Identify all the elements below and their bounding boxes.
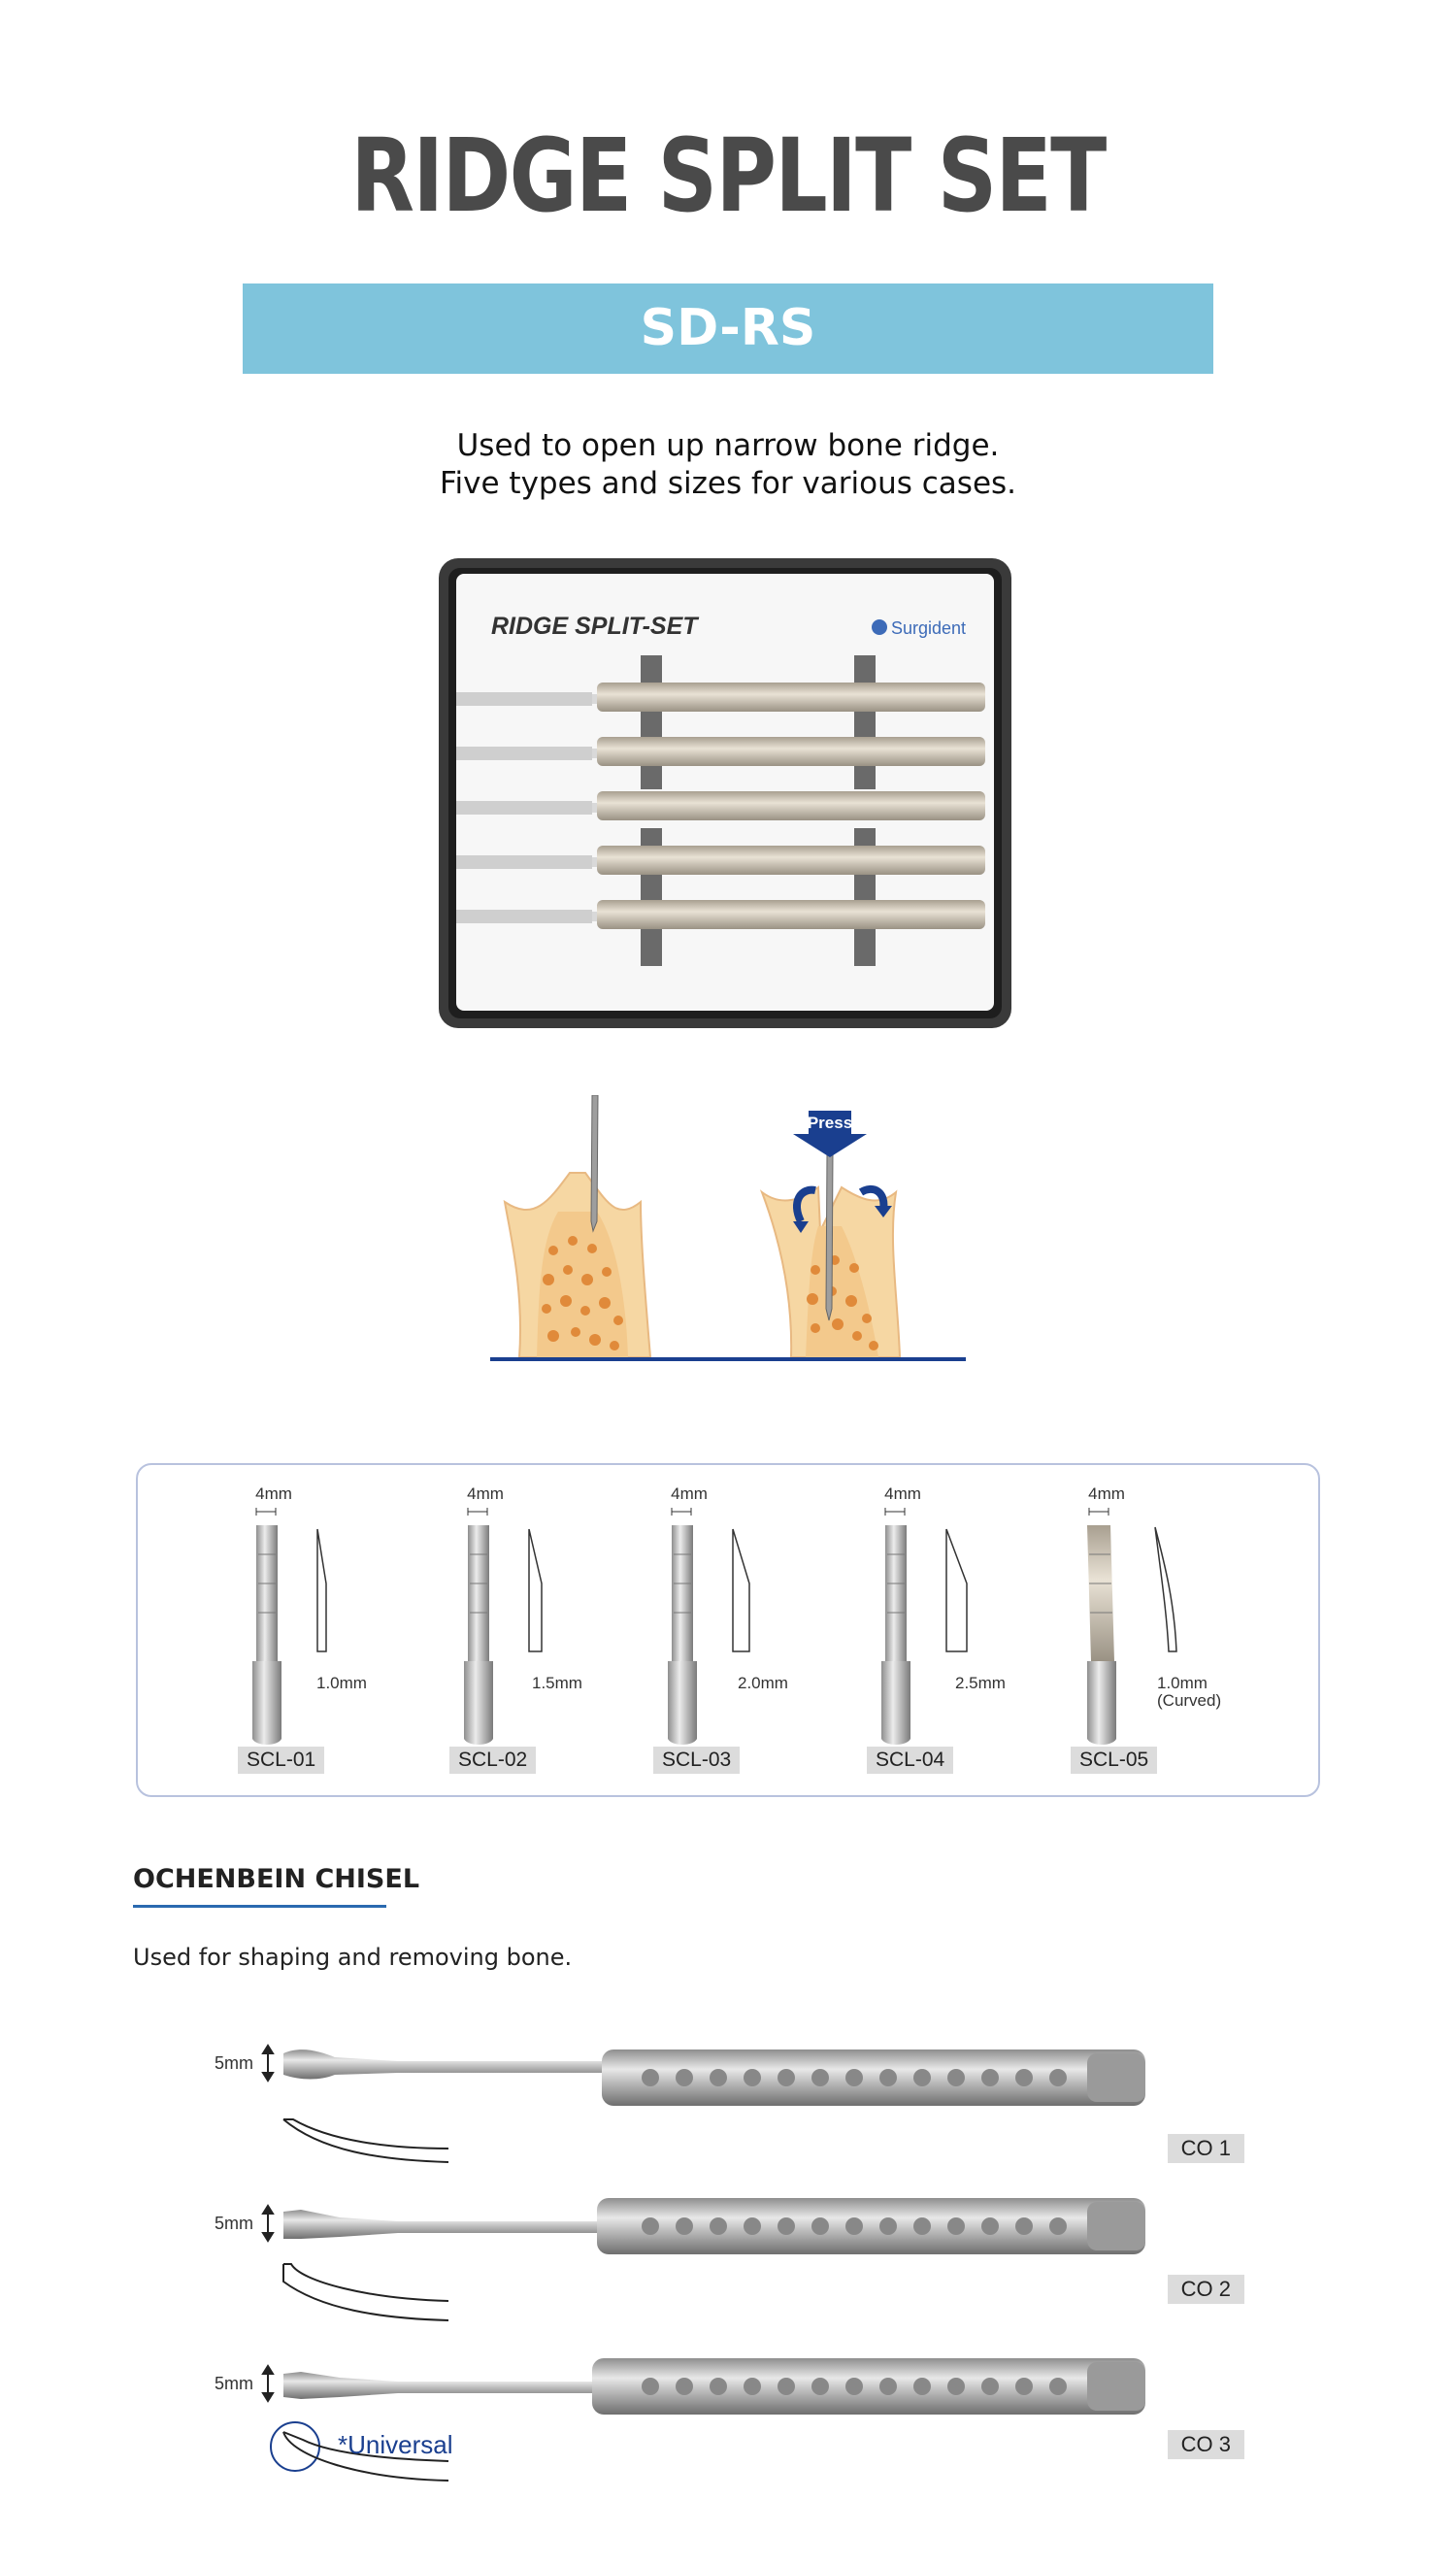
- baseline: [490, 1357, 966, 1361]
- splitter-scl-05: [1068, 1465, 1262, 1799]
- intro-line-1: Used to open up narrow bone ridge.: [456, 428, 1000, 463]
- thickness-label: 1.5mm: [532, 1674, 582, 1692]
- splitter-sizes-panel: [136, 1463, 1320, 1797]
- intro-line-2: Five types and sizes for various cases.: [439, 466, 1017, 501]
- kit-label: RIDGE SPLIT-SET: [491, 613, 698, 640]
- ridge-split-kit-image: [437, 556, 1013, 1030]
- code-badge: SCL-03: [653, 1747, 740, 1774]
- section-underline: [133, 1905, 386, 1908]
- code-badge: CO 1: [1168, 2134, 1244, 2163]
- bone-after-split: [762, 1153, 900, 1357]
- bone-before-split: [505, 1095, 650, 1357]
- intro-text: [0, 427, 1456, 503]
- universal-note: *Universal: [338, 2430, 453, 2459]
- curved-note: (Curved): [1157, 1691, 1222, 1710]
- chisel-co-1: [194, 2024, 1262, 2170]
- size-label: 5mm: [215, 2374, 253, 2393]
- code-badge: CO 2: [1168, 2275, 1244, 2304]
- kit-brand: Surgident: [891, 618, 967, 638]
- page-title: RIDGE SPLIT SET: [350, 117, 1106, 235]
- splitter-scl-03: [650, 1465, 844, 1799]
- size-label: 5mm: [215, 2214, 253, 2233]
- size-arrow-icon: [263, 2046, 273, 2081]
- thickness-label: 1.0mm: [1157, 1674, 1208, 1692]
- bone-split-diagram: [480, 1095, 976, 1379]
- width-label: 4mm: [1088, 1484, 1125, 1503]
- splitter-scl-02: [447, 1465, 641, 1799]
- section-description: Used for shaping and removing bone.: [133, 1944, 573, 1971]
- code-badge: CO 3: [1168, 2430, 1244, 2459]
- thickness-label: 2.0mm: [738, 1674, 788, 1692]
- code-badge: SCL-04: [867, 1747, 953, 1774]
- width-label: 4mm: [467, 1484, 504, 1503]
- splitter-scl-01: [235, 1465, 429, 1799]
- press-label: Press: [807, 1114, 853, 1132]
- splitter-scl-04: [864, 1465, 1058, 1799]
- brand-logo-icon: [872, 619, 887, 635]
- width-label: 4mm: [255, 1484, 292, 1503]
- size-label: 5mm: [215, 2053, 253, 2073]
- thickness-label: 1.0mm: [316, 1674, 367, 1692]
- width-label: 4mm: [884, 1484, 921, 1503]
- chisel-co-2: [194, 2184, 1262, 2330]
- product-code-banner: SD-RS: [243, 283, 1213, 374]
- chisel-co-3: [194, 2345, 1262, 2490]
- size-arrow-icon: [263, 2206, 273, 2241]
- size-arrow-icon: [263, 2366, 273, 2401]
- code-badge: SCL-01: [238, 1747, 324, 1774]
- kit-instruments: [456, 655, 985, 966]
- width-label: 4mm: [671, 1484, 708, 1503]
- code-badge: SCL-05: [1071, 1747, 1157, 1774]
- code-badge: SCL-02: [449, 1747, 536, 1774]
- section-heading: OCHENBEIN CHISEL: [133, 1864, 420, 1894]
- thickness-label: 2.5mm: [955, 1674, 1006, 1692]
